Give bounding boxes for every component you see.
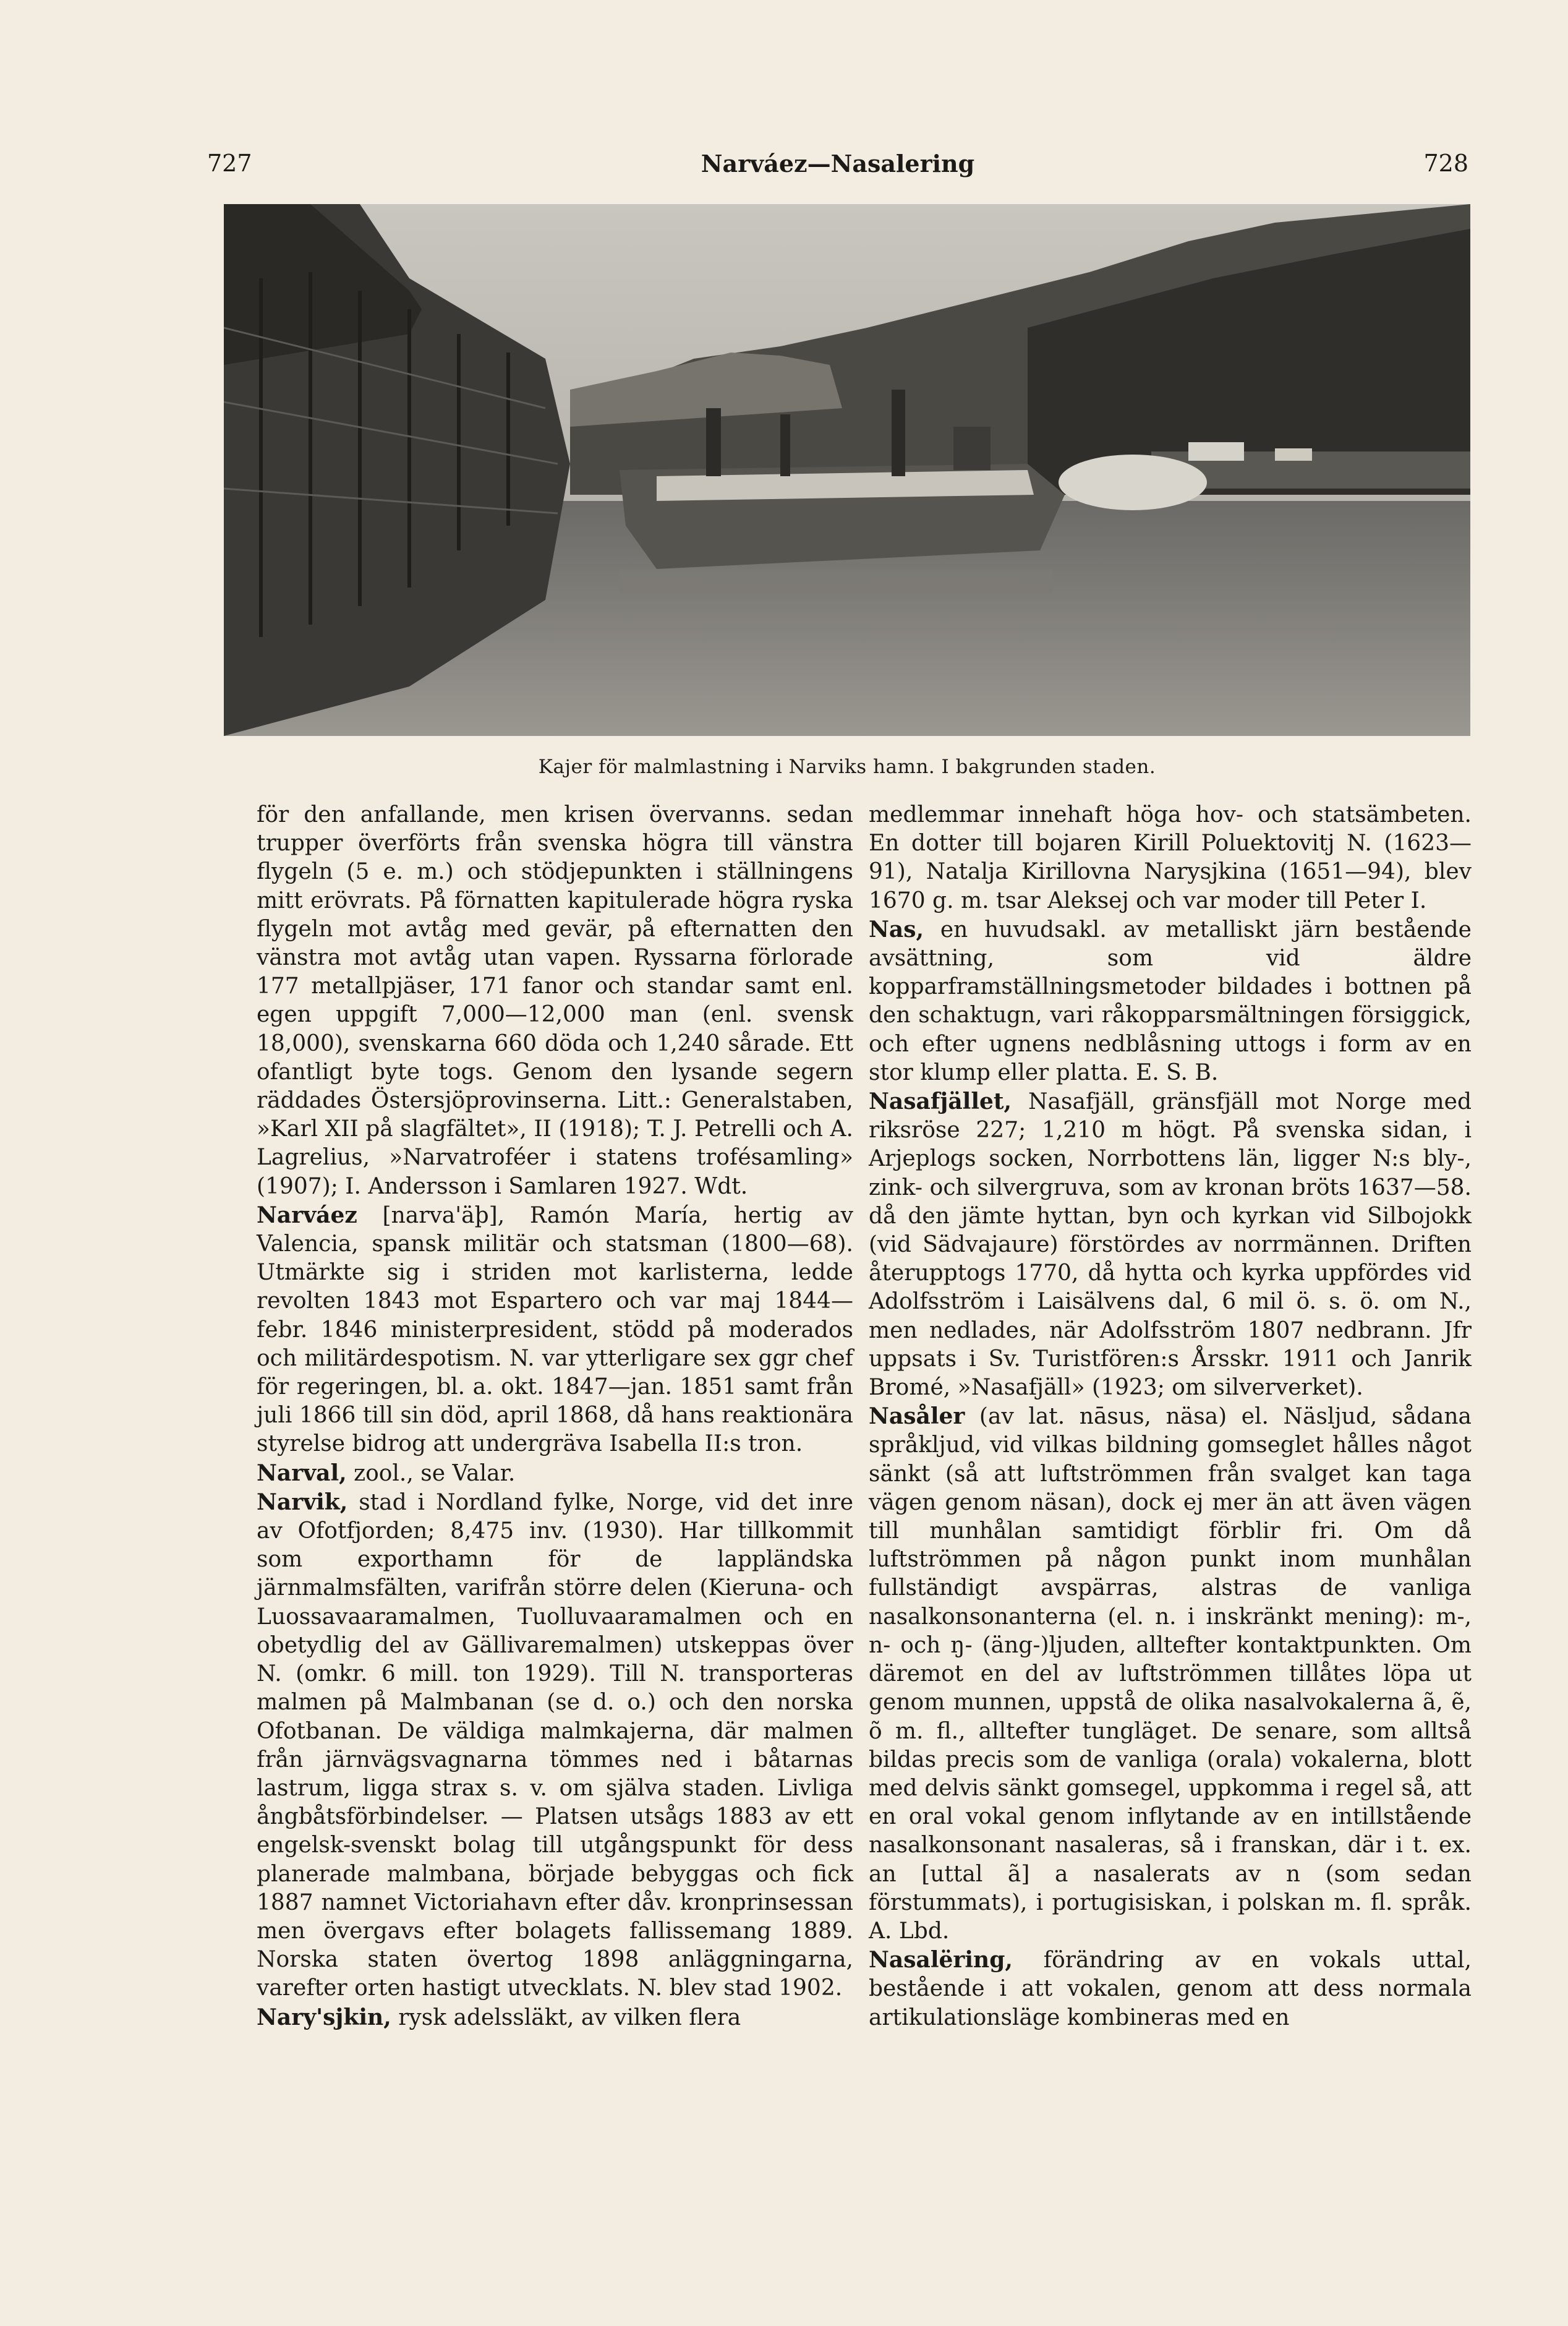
harbor-photo-image [224,204,1470,736]
entry-text: en huvudsakl. av metalliskt järn bestående avsättning, som vid äldre kopparframställningsmetoder bildades i bottnen på den schaktugn, vari råkopparsmältningen försiggick, och efter ugnens nedblåsning uttogs i form av en stor klump eller platta. E. S. B. [869,917,1472,1085]
entry-narysjkin [257,2003,853,2032]
page-header [207,150,1468,187]
entry-nasalering [869,1946,1472,2032]
entry-text: [narva'äþ], Ramón María, hertig av Valencia, spansk militär och statsman (1800—68). Utmärkte sig i striden mot karlisterna, ledde revolten 1843 mot Espartero och var maj 1844—febr. 1846 ministerpresident, stödd på moderados och militärdespotism. N. var ytterligare sex ggr chef för regeringen, bl. a. okt. 1847—jan. 1851 samt från juli 1866 till sin död, april 1868, då hans reaktionära styrelse bidrog att undergräva Isabella II:s tron. [257,1202,853,1457]
entry-narval [257,1459,853,1488]
entry-text: (av lat. nāsus, näsa) el. Näsljud, sådana språkljud, vid vilkas bildning gomseglet hålles något sänkt (så att luftströmmen från svalget kan taga vägen genom näsan), dock ej mer än att även vägen till munhålan samtidigt förblir fri. Om då luftströmmen på någon punkt inom munhålan fullständigt avspärras, alstras de vanliga nasalkonsonanterna (el. n. i inskränkt mening): m-, n- och ŋ- (äng-)ljuden, alltefter kontaktpunkten. Om däremot en del av luftströmmen tillåtes löpa ut genom munnen, uppstå de olika nasalvokalerna ã, ẽ, õ m. fl., alltefter tungläget. De senare, som alltså bildas precis som de vanliga (orala) vokalerna, blott med delvis sänkt gomsegel, uppkomma i regel så, att en oral vokal genom inflytande av en intillstående nasalkonsonant nasaleras, så i franskan, där i t. ex. an [uttal ã] a nasalerats av n (som sedan förstummats), i portugisiskan, i polskan m. fl. språk. A. Lbd. [869,1404,1472,1944]
entry-text: för den anfallande, men krisen övervanns. sedan trupper överförts från svenska högra till vänstra flygeln (5 e. m.) och stödjepunkten i ställningens mitt erövrats. På förnatten kapitulerade högra ryska flygeln mot avtåg med gevär, på efternatten den vänstra mot avtåg utan vapen. Ryssarna förlorade 177 metallpjäser, 171 fanor och standar samt enl. egen uppgift 7,000—12,000 man (enl. svensk 18,000), svenskarna 660 döda och 1,240 sårade. Ett ofantligt byte togs. Genom den lysande segern räddades Östersjöprovinserna. Litt.: Generalstaben, »Karl XII på slagfältet», II (1918); T. J. Petrelli och A. Lagrelius, »Narvatroféer i statens trofésamling» (1907); I. Andersson i Samlaren 1927. Wdt. [257,802,853,1199]
harbor-photograph [224,204,1470,736]
entry-lemma: Narval, [257,1460,347,1486]
entry-text: förändring av en vokals uttal, bestående i att vokalen, genom att dess normala artikulationsläge kombineras med en [869,1948,1472,2030]
entry-lemma: Narváez [257,1202,357,1228]
entry-narvaez [257,1201,853,1459]
entry-lemma: Narvik, [257,1489,348,1515]
figure-caption: Kajer för malmlastning i Narviks hamn. I bakgrunden staden. [538,756,1156,778]
left-column [257,801,853,2032]
entry-continuation [869,801,1472,915]
entry-text: rysk adelssläkt, av vilken flera [391,2004,741,2030]
entry-lemma: Nasafjället, [869,1088,1012,1115]
entry-text: medlemmar innehaft höga hov- och statsämbeten. En dotter till bojaren Kirill Poluektovitj N. (1623—91), Natalja Kirillovna Narysjkina (1651—94), blev 1670 g. m. tsar Aleksej och var moder till Peter I. [869,802,1472,913]
entry-lemma: Nary'sjkin, [257,2004,391,2030]
page-number-left: 727 [207,150,252,177]
page-number-right: 728 [1423,150,1468,177]
entry-text: stad i Nordland fylke, Norge, vid det inre av Ofotfjorden; 8,475 inv. (1930). Har tillkommit som exporthamn för de lappländska järnmalmsfälten, varifrån större delen (Kieruna- och Luossavaaramalmen, Tuolluvaaramalmen och en obetydlig del av Gällivaremalmen) utskeppas över N. (omkr. 6 mill. ton 1929). Till N. transporteras malmen på Malmbanan (se d. o.) och den norska Ofotbanan. De väldiga malmkajerna, där malmen från järnvägsvagnarna tömmes ned i båtarnas lastrum, ligga strax s. v. om själva staden. Livliga ångbåtsförbindelser. — Platsen utsågs 1883 av ett engelsk-svenskt bolag till utgångspunkt för dess planerade malmbana, började bebyggas och fick 1887 namnet Victoriahavn efter dåv. kronprinsessan men övergavs efter bolagets fallissemang 1889. Norska staten övertog 1898 anläggningarna, varefter orten hastigt utvecklats. N. blev stad 1902. [257,1489,853,2001]
entry-text: Nasafjäll, gränsfjäll mot Norge med riksröse 227; 1,210 m högt. På svenska sidan, i Arjeplogs socken, Norrbottens län, ligger N:s bly-, zink- och silvergruva, som av kronan bröts 1637—58. då den jämte hyttan, byn och kyrkan vid Silbojokk (vid Sädvajaure) förstördes av norrmännen. Driften återupptogs 1770, då hytta och kyrka uppfördes vid Adolfsström i Laisälvens dal, 6 mil ö. s. ö. om N., men nedlades, när Adolfsström 1807 nedbrann. Jfr uppsats i Sv. Turistfören:s Årsskr. 1911 och Janrik Bromé, »Nasafjäll» (1923; om silververket). [869,1089,1472,1401]
entry-nasaler [869,1402,1472,1946]
entry-lemma: Nas, [869,916,924,943]
entry-text: zool., se Valar. [346,1460,516,1486]
running-title: Narváez—Nasalering [701,150,975,177]
entry-continuation [257,801,853,1201]
entry-narvik [257,1488,853,2003]
entry-nas [869,915,1472,1087]
right-column [869,801,1472,2032]
entry-lemma: Nasalëring, [869,1947,1013,1973]
entry-nasafjallet [869,1087,1472,1402]
entry-lemma: Nasåler [869,1403,965,1430]
